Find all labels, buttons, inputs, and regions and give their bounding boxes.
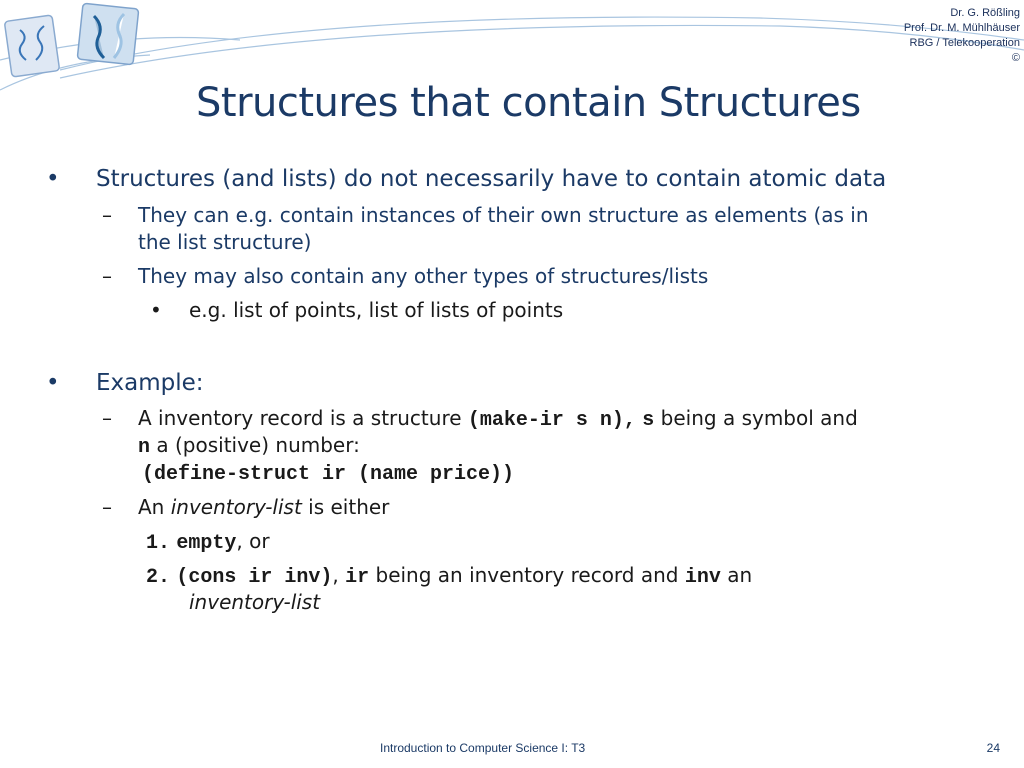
sub-1-2: They may also contain any other types of structures/lists bbox=[138, 264, 709, 288]
dash-marker: – bbox=[102, 203, 112, 227]
list-item-2-line-2 bbox=[189, 590, 320, 614]
code-run: n bbox=[138, 436, 151, 459]
bullet-marker: • bbox=[46, 370, 60, 396]
code-run: empty bbox=[176, 532, 237, 555]
code-run: s bbox=[642, 409, 655, 432]
text-run: , or bbox=[236, 529, 270, 553]
text-run: An bbox=[138, 495, 171, 519]
code-run: ir bbox=[345, 566, 370, 589]
page-number: 24 bbox=[986, 741, 1000, 755]
credit-line: Dr. G. Rößling bbox=[950, 7, 1020, 19]
text-run: a (positive) number: bbox=[150, 433, 360, 457]
text-run: A inventory record is a structure bbox=[138, 406, 468, 430]
sub-1-1-line-1: They can e.g. contain instances of their own structure as elements (as in bbox=[138, 203, 869, 227]
sub-2-2 bbox=[138, 495, 389, 519]
bullet-marker: • bbox=[150, 298, 162, 322]
dash-marker: – bbox=[102, 264, 112, 288]
bullet-1-text: Structures (and lists) do not necessarily have to contain atomic data bbox=[96, 166, 887, 192]
credit-line: RBG / Telekooperation bbox=[909, 37, 1020, 49]
code-run: (make-ir s n), bbox=[467, 409, 636, 432]
slide-title: Structures that contain Structures bbox=[196, 80, 861, 126]
sub-2-1-line-1 bbox=[138, 406, 858, 432]
text-run: being an inventory record and bbox=[369, 563, 685, 587]
credit-line: © bbox=[1011, 52, 1020, 64]
code-run: (cons ir inv) bbox=[176, 566, 333, 589]
code-run: 2. bbox=[146, 566, 171, 589]
credit-line: Prof. Dr. M. Mühlhäuser bbox=[903, 22, 1020, 34]
sub-1-2-1: e.g. list of points, list of lists of points bbox=[189, 298, 564, 322]
sub-2-1-line-3 bbox=[142, 460, 514, 486]
footer-course-title: Introduction to Computer Science I: T3 bbox=[380, 741, 586, 755]
text-run: being a symbol and bbox=[654, 406, 858, 430]
list-item-1 bbox=[146, 529, 270, 555]
sub-1-1-line-2: the list structure) bbox=[138, 230, 312, 254]
text-run: an bbox=[720, 563, 753, 587]
text-run: is either bbox=[301, 495, 390, 519]
text-run: , bbox=[332, 563, 346, 587]
italic-run: inventory-list bbox=[189, 590, 321, 614]
bullet-marker: • bbox=[46, 166, 60, 192]
code-run: 1. bbox=[146, 532, 171, 555]
sub-2-1-line-2 bbox=[138, 433, 360, 459]
list-item-2-line-1 bbox=[146, 563, 752, 589]
italic-run: inventory-list bbox=[170, 495, 302, 519]
bullet-2-text: Example: bbox=[96, 370, 204, 396]
author-credits bbox=[904, 6, 1020, 66]
dash-marker: – bbox=[102, 406, 112, 430]
dash-marker: – bbox=[102, 495, 112, 519]
code-run: inv bbox=[684, 566, 721, 589]
code-run: (define-struct ir (name price)) bbox=[142, 463, 515, 486]
